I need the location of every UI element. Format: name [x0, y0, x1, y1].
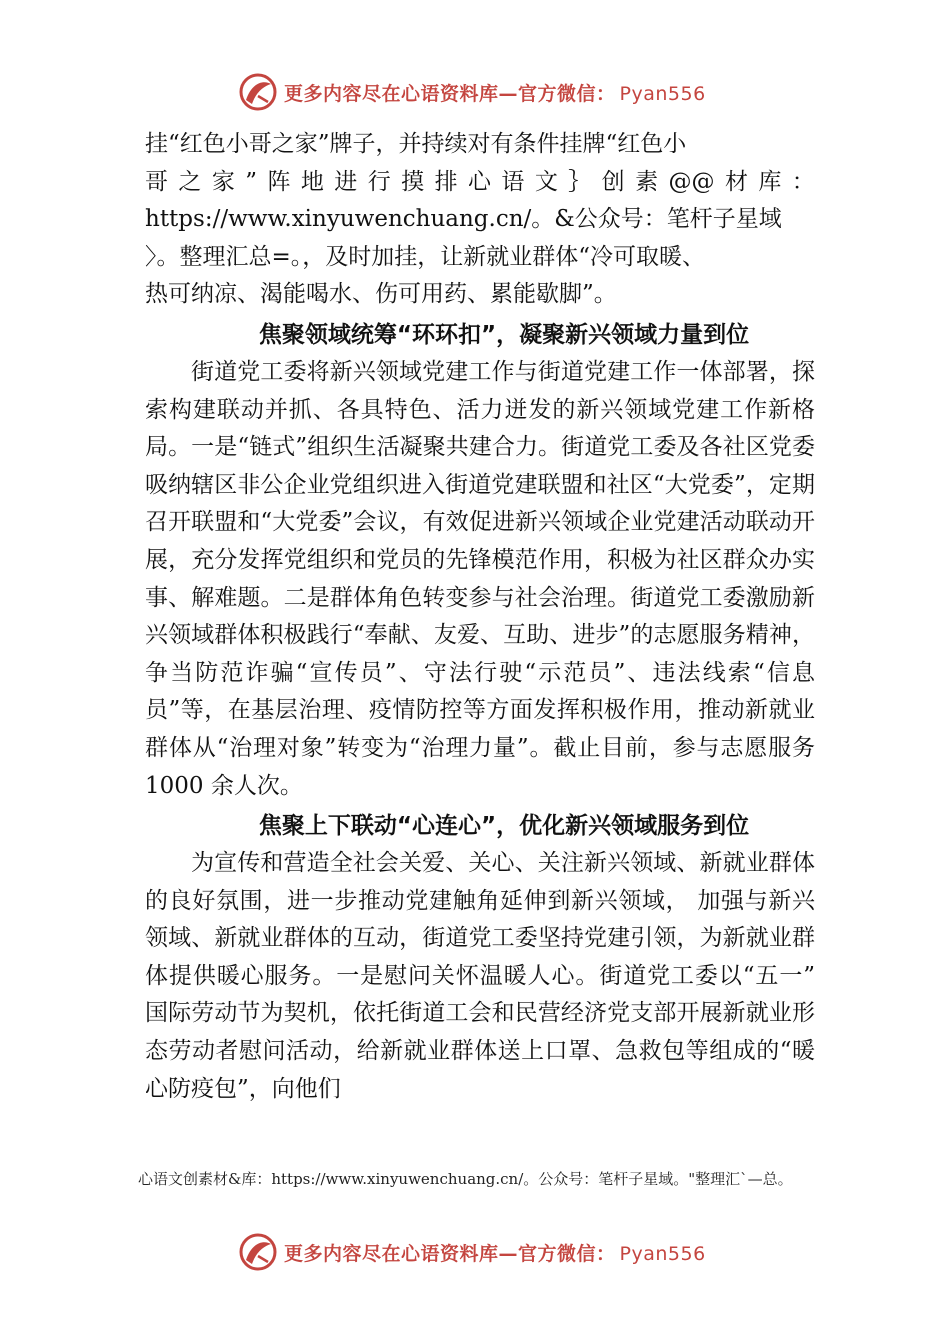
spaced-char: 语	[501, 168, 525, 195]
spaced-char: 材	[724, 168, 748, 195]
intro-line: 挂“红色小哥之家”牌子，并持续对有条件挂牌“红色小	[145, 131, 687, 157]
footer-banner	[238, 1232, 706, 1272]
spaced-char: 排	[434, 168, 458, 195]
section-heading: 焦聚上下联动“心连心”，优化新兴领域服务到位	[258, 813, 750, 840]
section-paragraph: 为宣传和营造全社会关爱、关心、关注新兴领域、新就业群体的良好氛围，进一步推动党建触角延伸到新兴领域， 加强与新兴领域、新就业群体的互动，街道党工委坚持党建引领，为新就业群体提供暖心服务。一是慰问关怀温暖人心。街道党工委以“五一” 国际劳动节为契机，依托街道工会和民营经济党支部开展新就业形态劳动者慰问活动，给新就业群体送上口罩、急救包等组成的“暖心防疫包”，向他们	[145, 850, 815, 1102]
header-banner	[238, 72, 706, 112]
intro-spaced-line	[145, 164, 815, 202]
spaced-char: 阵	[267, 168, 291, 195]
spaced-char: ｝	[568, 168, 592, 195]
spaced-char: 地	[300, 168, 324, 195]
spaced-char: 素	[635, 168, 659, 195]
spaced-char: 创	[601, 168, 625, 195]
section-heading: 焦聚领域统筹“环环扣”，凝聚新兴领域力量到位	[258, 321, 750, 348]
banner-text: 更多内容尽在心语资料库—官方微信： Pyan556	[284, 82, 706, 105]
spaced-char: ”	[245, 168, 258, 195]
intro-line: 热可纳凉、渴能喝水、伤可用药、累能歇脚”。	[145, 281, 617, 308]
intro-line: 〉。整理汇总=。，及时加挂，让新就业群体“冷可取暖、	[145, 243, 706, 270]
spaced-char: 家	[211, 168, 235, 195]
brand-logo-icon	[238, 1232, 278, 1272]
spaced-char: 摸	[401, 168, 425, 195]
spaced-char: 库	[758, 168, 782, 195]
brand-logo-icon	[238, 72, 278, 112]
spaced-char: 之	[178, 168, 202, 195]
spaced-char: 进	[334, 168, 358, 195]
spaced-char: ：	[791, 168, 815, 195]
spaced-char: 哥	[145, 168, 168, 195]
document-body	[145, 126, 815, 1108]
intro-line: https://www.xinyuwenchuang.cn/。&公众号：笔杆子星域	[145, 206, 782, 233]
section-paragraph: 街道党工委将新兴领域党建工作与街道党建工作一体部署，探索构建联动并抓、各具特色、活力迸发的新兴领域党建工作新格局。一是“链式”组织生活凝聚共建合力。街道党工委及各社区党委吸纳辖区非公企业党组织进入街道党建联盟和社区“大党委”，定期召开联盟和“大党委”会议，有效促进新兴领域企业党建活动联动开展，充分发挥党组织和党员的先锋模范作用，积极为社区群众办实事、解难题。二是群体角色转变参与社会治理。街道党工委激励新兴领域群体积极践行“奉献、友爱、互助、进步”的志愿服务精神，争当防范诈骗“宣传员”、守法行驶“示范员”、违法线索“信息员”等，在基层治理、疫情防控等方面发挥积极作用，推动新就业群体从“治理对象”转变为“治理力量”。截止目前，参与志愿服务 1000 余人次。	[145, 358, 815, 799]
spaced-char: 文	[534, 168, 558, 195]
spaced-char: @@	[668, 168, 715, 195]
banner-text: 更多内容尽在心语资料库—官方微信： Pyan556	[284, 1242, 706, 1265]
spaced-char: 心	[467, 168, 491, 195]
page-footer: 心语文创素材&库：https://www.xinyuwenchuang.cn/。公众号：笔杆子星域。"整理汇`—总。	[138, 1170, 793, 1188]
spaced-char: 行	[367, 168, 391, 195]
